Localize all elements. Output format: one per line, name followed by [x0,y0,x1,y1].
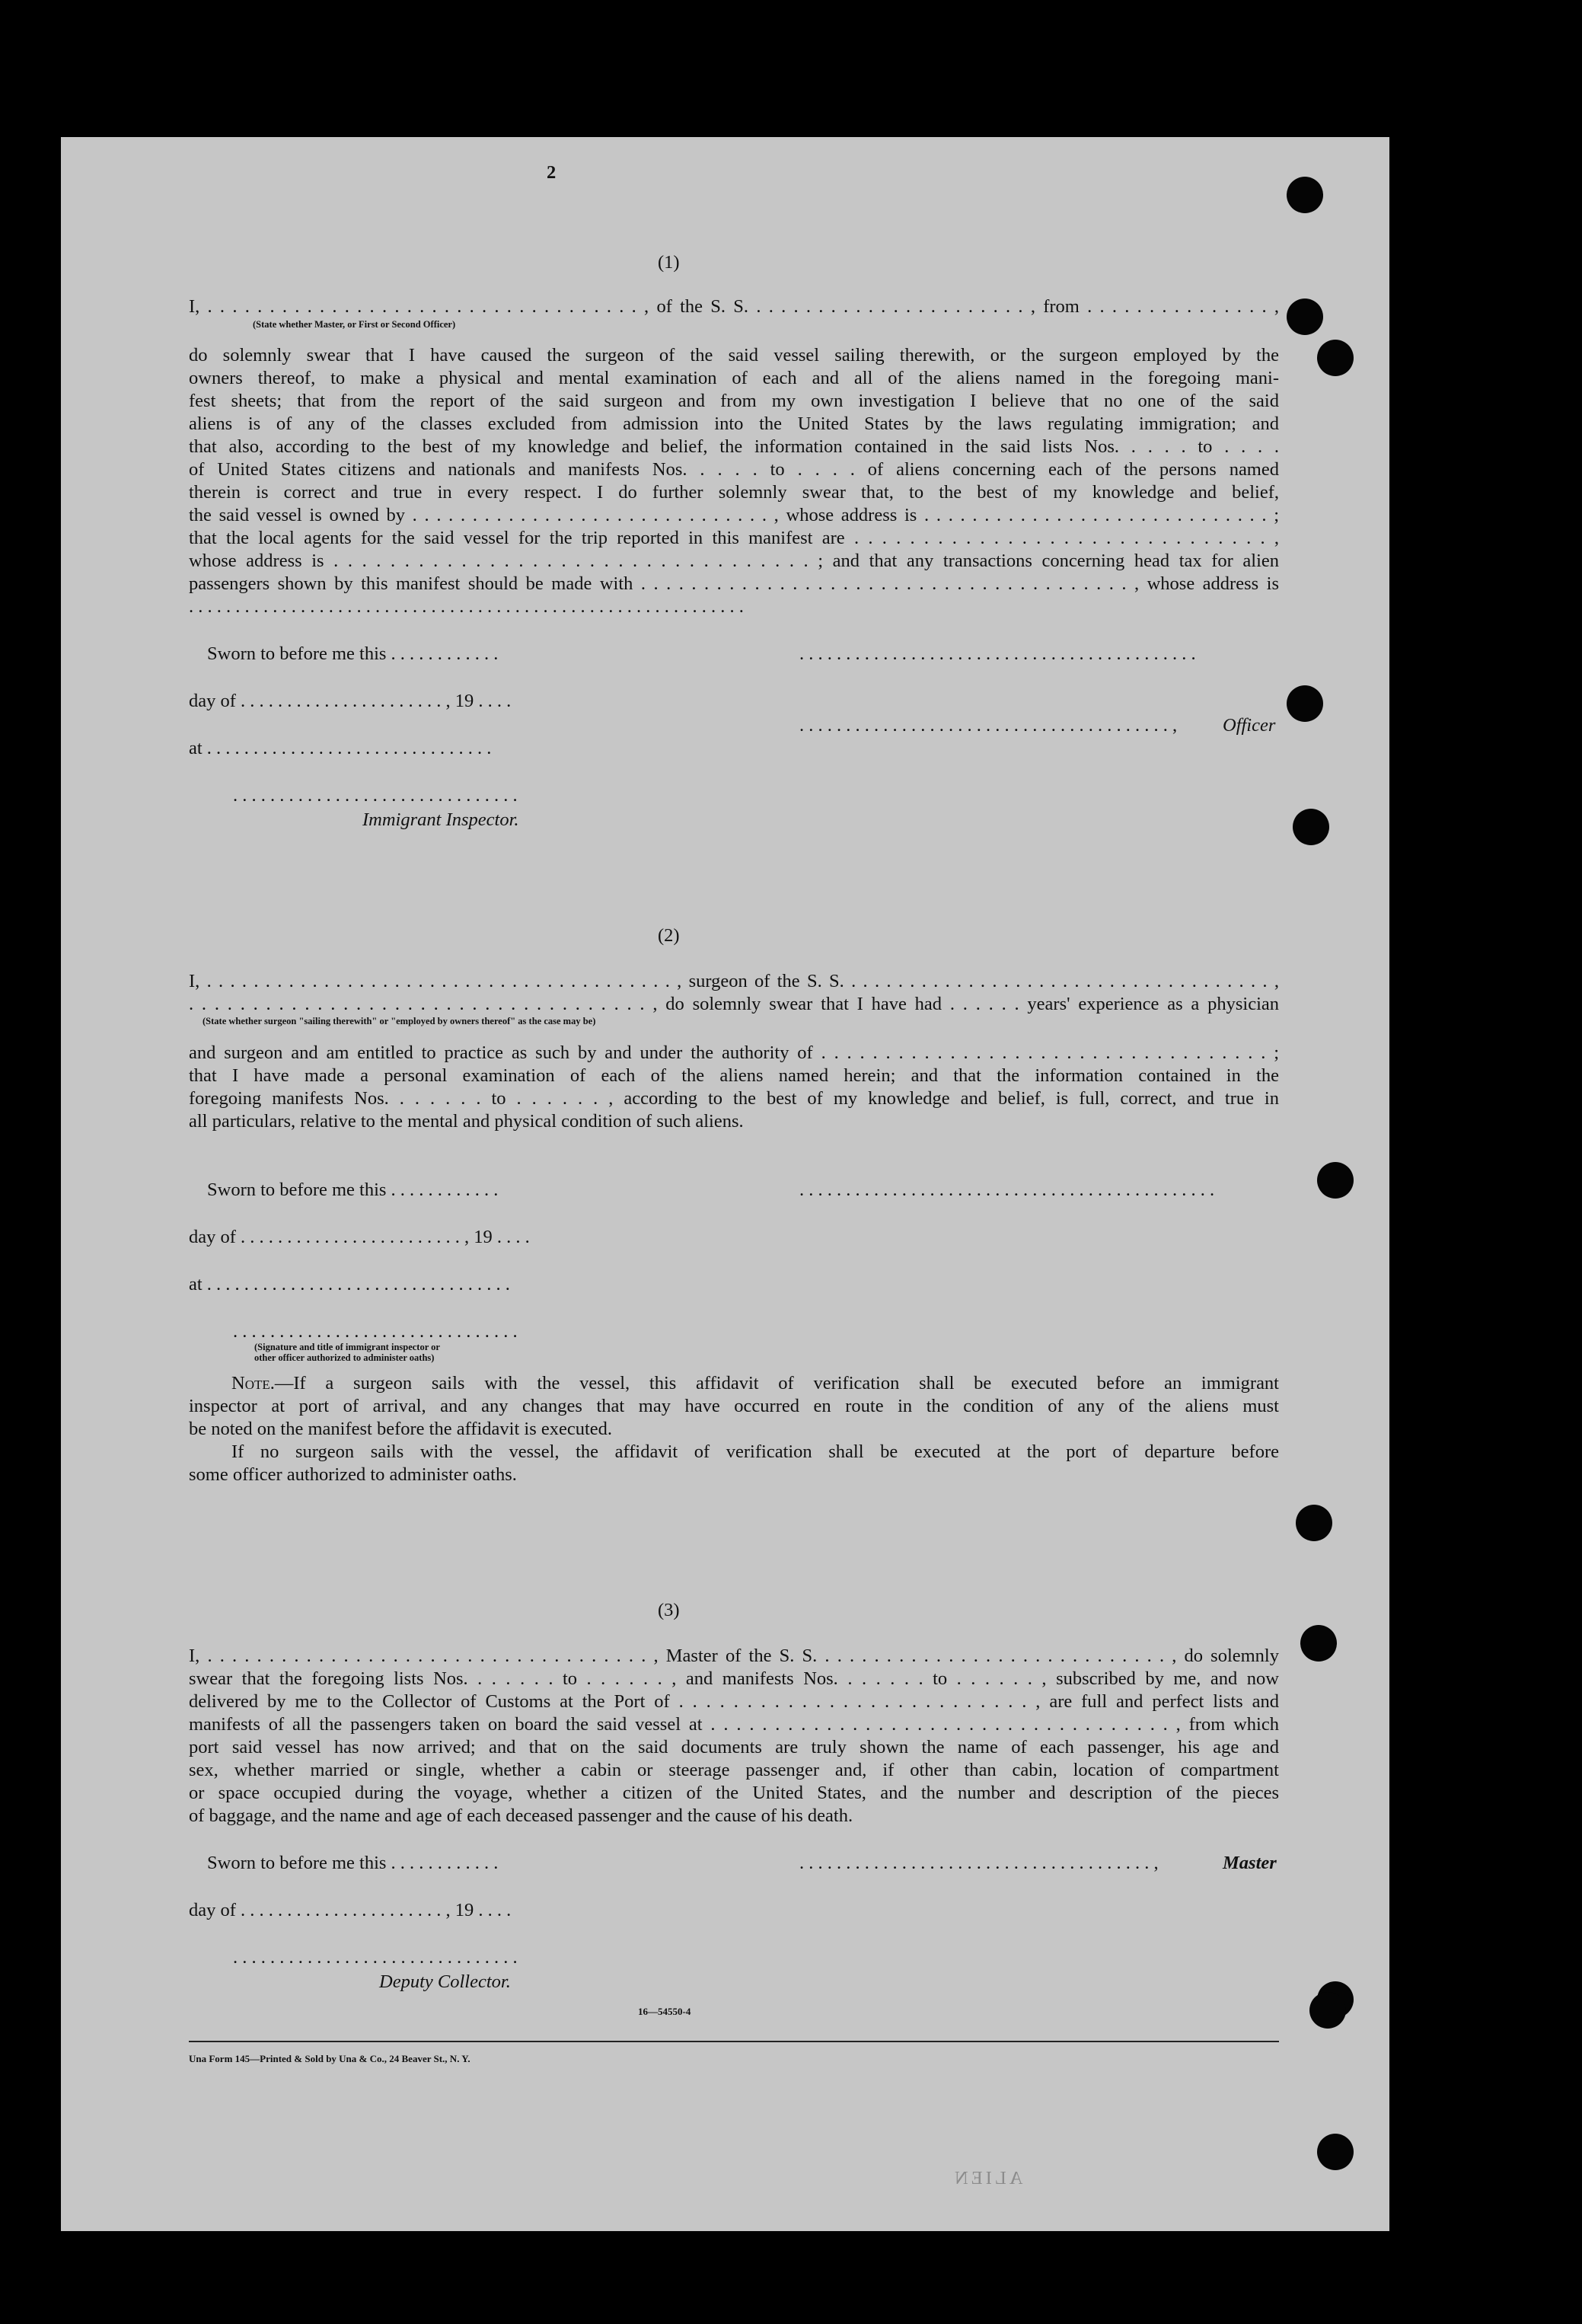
note-text: —If a surgeon sails with the vessel, this affidavit of verification shall be executed before an immigrant [274,1373,1279,1393]
section-3-collector-signature: . . . . . . . . . . . . . . . . . . . . . . . . . . . . . . . [233,1947,518,1968]
punch-hole [1309,1992,1346,2029]
section-3-oath-line: I, . . . . . . . . . . . . . . . . . . . . . . . . . . . . . . . . . . . . , Master of the S. S. . . . . . . . . . . . . . . . . . . . . . . . . . . . . , do solemnly [189,1646,1279,1666]
section-1-oath-line: do solemnly swear that I have caused the surgeon of the said vessel sailing therewith, or the surgeon employed by the [189,345,1279,366]
section-1-heading: (1) [658,252,680,273]
section-1-oath-line: therein is correct and true in every respect. I do further solemnly swear that, to the best of my knowledge and belief, [189,482,1279,503]
section-2-oath-line: and surgeon and am entitled to practice as such by and under the authority of . . . . . . . . . . . . . . . . . . . . . . . . . . . . . . . . . . . ; [189,1042,1279,1063]
section-2-at: at . . . . . . . . . . . . . . . . . . . . . . . . . . . . . . . . . [189,1274,510,1294]
footer-rule [189,2041,1279,2042]
form-code: 16—54550-4 [638,2006,691,2017]
section-1-role-note: (State whether Master, or First or Second Officer) [253,319,456,330]
section-2-oath-line: all particulars, relative to the mental and physical condition of such aliens. [189,1111,744,1132]
section-1-oath-line: the said vessel is owned by . . . . . . . . . . . . . . . . . . . . . . . . . . . . . . , whose address is . . . . . . . . . . . . . . . . . . . . . . . . . . . . . ; [189,505,1279,525]
section-2-role-note: (State whether surgeon "sailing therewith" or "employed by owners thereof" as the case may be) [203,1016,596,1026]
section-3-oath-line: or space occupied during the voyage, whether a citizen of the United States, and the number and description of the pieces [189,1783,1279,1803]
section-2-heading: (2) [658,925,680,946]
section-1-officer-title: Officer [1223,715,1276,736]
section-2-oath-line: foregoing manifests Nos. . . . . . . to . . . . . . , according to the best of my knowledge and belief, is full, correct, and true in [189,1088,1279,1109]
section-2-inspector-signature: . . . . . . . . . . . . . . . . . . . . . . . . . . . . . . . [233,1321,518,1342]
section-2-signature-note: (Signature and title of immigrant inspector or [254,1342,440,1352]
punch-hole [1317,2134,1354,2170]
section-1-oath-line: . . . . . . . . . . . . . . . . . . . . . . . . . . . . . . . . . . . . . . . . . . . . . . . . . . . . . . . . . . . . [189,596,744,617]
section-1-oath-line: fest sheets; that from the report of the said surgeon and from my own investigation I believe that no one of the said [189,391,1279,411]
punch-hole [1317,1162,1354,1199]
section-3-day-of: day of . . . . . . . . . . . . . . . . . . . . . . , 19 . . . . [189,1900,512,1920]
section-2-note-line: some officer authorized to administer oaths. [189,1464,517,1485]
section-2-note-line: be noted on the manifest before the affidavit is executed. [189,1419,613,1439]
section-3-heading: (3) [658,1600,680,1620]
section-3-sworn: Sworn to before me this . . . . . . . . . . . . [207,1853,499,1873]
section-1-oath-line: passengers shown by this manifest should be made with . . . . . . . . . . . . . . . . . . . . . . . . . . . . . . . . . . . . . . . , whose address is [189,573,1279,594]
punch-hole [1287,177,1323,213]
punch-hole [1287,298,1323,335]
section-1-oath-line: owners thereof, to make a physical and mental examination of each and all of the aliens named in the foregoing mani- [189,368,1279,388]
section-1-inspector-signature: . . . . . . . . . . . . . . . . . . . . . . . . . . . . . . . [233,785,518,806]
section-1-oath-line: that also, according to the best of my knowledge and belief, the information contained in the said lists Nos. . . . . to . . . . [189,436,1279,457]
section-3-oath-line: of baggage, and the name and age of each deceased passenger and the cause of his death. [189,1805,853,1826]
section-2-experience-line: . . . . . . . . . . . . . . . . . . . . . . . . . . . . . . . . . . . . , do solemnly swear that I have had . . . . . . years' experience as a physician [189,994,1279,1014]
section-3-master-signature: . . . . . . . . . . . . . . . . . . . . . . . . . . . . . . . . . . . . . . , [799,1853,1159,1873]
punch-hole [1300,1625,1337,1662]
section-1-oath-line: whose address is . . . . . . . . . . . . . . . . . . . . . . . . . . . . . . . . . . ; and that any transactions concerning head tax for alien [189,551,1279,571]
section-2-right-signature: . . . . . . . . . . . . . . . . . . . . . . . . . . . . . . . . . . . . . . . . . . . . . [799,1180,1215,1200]
note-label: Note. [231,1373,275,1393]
punch-hole [1293,809,1329,845]
section-1-oath-line: that the local agents for the said vessel for the trip reported in this manifest are . . . . . . . . . . . . . . . . . . . . . . . . . . . . . . , [189,528,1279,548]
section-2-signature-note: other officer authorized to administer oaths) [254,1352,435,1363]
punch-hole [1287,685,1323,722]
page-number: 2 [547,162,557,183]
section-3-oath-line: port said vessel has now arrived; and that on the said documents are truly shown the name of each passenger, his age and [189,1737,1279,1757]
section-3-oath-line: sex, whether married or single, whether a cabin or steerage passenger and, if other than cabin, location of compartment [189,1760,1279,1780]
section-3-oath-line: delivered by me to the Collector of Customs at the Port of . . . . . . . . . . . . . . . . . . . . . . . . . . , are full and perfect lists and [189,1691,1279,1712]
section-2-oath-line: that I have made a personal examination of each of the aliens named herein; and that the information contained in the [189,1065,1279,1086]
section-2-opening-line: I, . . . . . . . . . . . . . . . . . . . . . . . . . . . . . . . . . . . . . . . . , surgeon of the S. S. . . . . . . . . . . . . . . . . . . . . . . . . . . . . . . . . . . . . , [189,971,1279,991]
section-3-collector-title: Deputy Collector. [379,1971,511,1992]
printer-imprint: Una Form 145—Printed & Sold by Una & Co., 24 Beaver St., N. Y. [189,2053,470,2064]
section-1-right-signature: . . . . . . . . . . . . . . . . . . . . . . . . . . . . . . . . . . . . . . . . . . . [799,643,1196,664]
section-1-oath-line: of United States citizens and nationals and manifests Nos. . . . . to . . . . of aliens concerning each of the persons named [189,459,1279,480]
section-2-day-of: day of . . . . . . . . . . . . . . . . . . . . . . . . , 19 . . . . [189,1227,530,1247]
punch-hole [1296,1505,1332,1541]
section-1-oath-line: aliens is of any of the classes excluded from admission into the United States by the laws regulating immigration; and [189,413,1279,434]
section-1-officer-signature: . . . . . . . . . . . . . . . . . . . . . . . . . . . . . . . . . . . . . . . . , [799,715,1178,736]
section-2-note-line: If no surgeon sails with the vessel, the affidavit of verification shall be executed at the port of departure before [231,1441,1279,1462]
section-3-oath-line: swear that the foregoing lists Nos. . . . . . . to . . . . . . , and manifests Nos. . . . . . . to . . . . . . , subscribed by me, and now [189,1668,1279,1689]
section-1-inspector-title: Immigrant Inspector. [362,809,519,830]
bleed-through-text: ALIEN [952,2168,1023,2188]
punch-hole [1317,340,1354,376]
section-2-sworn: Sworn to before me this . . . . . . . . . . . . [207,1180,499,1200]
section-2-note-line: inspector at port of arrival, and any changes that may have occurred en route in the condition of any of the aliens must [189,1396,1279,1416]
manifest-back-page [61,137,1389,2231]
section-1-at: at . . . . . . . . . . . . . . . . . . . . . . . . . . . . . . . [189,738,492,758]
section-1-day-of: day of . . . . . . . . . . . . . . . . . . . . . . , 19 . . . . [189,691,512,711]
section-3-master-title: Master [1223,1853,1277,1873]
section-1-sworn: Sworn to before me this . . . . . . . . . . . . [207,643,499,664]
section-2-note-line [189,1372,1279,1396]
section-3-oath-line: manifests of all the passengers taken on board the said vessel at . . . . . . . . . . . . . . . . . . . . . . . . . . . . . . . . . . . . , from which [189,1714,1279,1735]
section-1-opening-line: I, . . . . . . . . . . . . . . . . . . . . . . . . . . . . . . . . . . . , of the S. S. . . . . . . . . . . . . . . . . . . . . . . , from . . . . . . . . . . . . . . . , [189,296,1279,317]
